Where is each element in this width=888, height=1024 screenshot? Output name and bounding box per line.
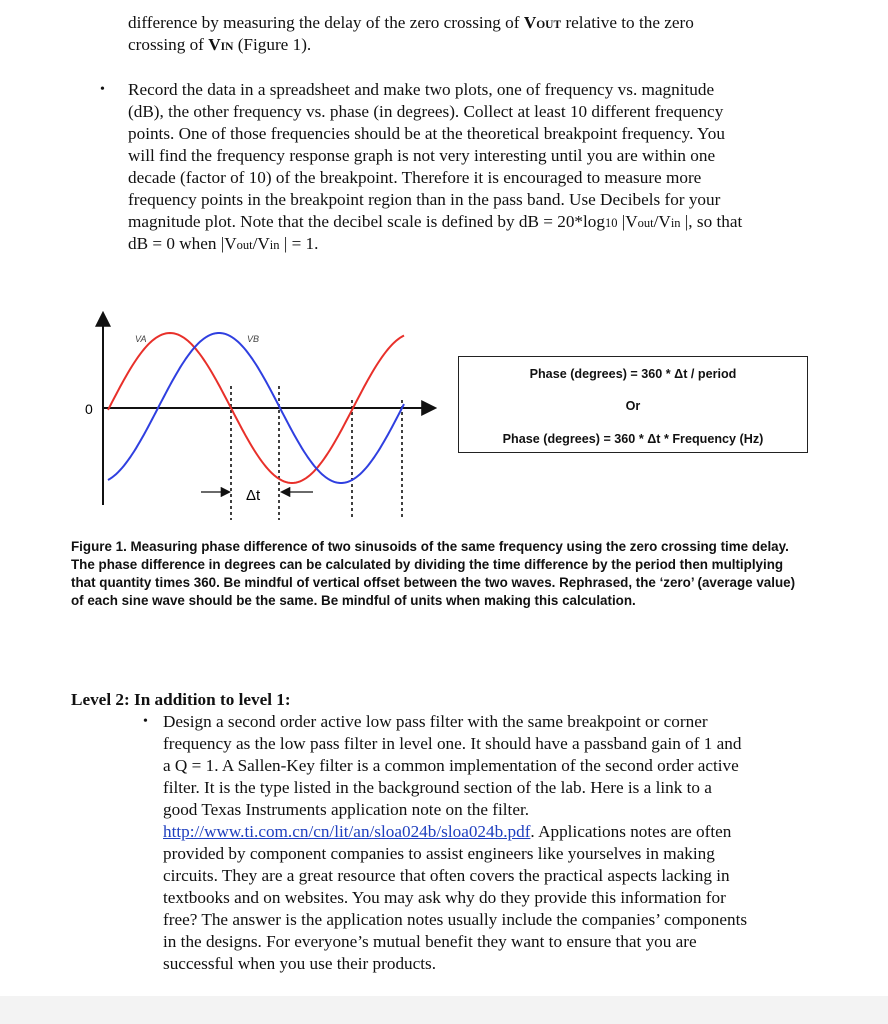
formula-or: Or bbox=[625, 399, 641, 413]
page-bottom-band bbox=[0, 996, 888, 1024]
subscript: in bbox=[670, 216, 681, 230]
text-run: (Figure 1). bbox=[233, 35, 312, 54]
subscript: out bbox=[637, 216, 654, 230]
text-run: |V bbox=[617, 212, 638, 231]
text-run: . Applications notes are often bbox=[530, 822, 732, 841]
formula-line2: Phase (degrees) = 360 * Δt * Frequency (Hz) bbox=[502, 432, 764, 446]
formula-box bbox=[458, 356, 808, 453]
bullet-marker: • bbox=[143, 714, 148, 729]
bullet-marker: • bbox=[100, 82, 105, 97]
text-run: difference by measuring the delay of the zero crossing of bbox=[128, 13, 524, 32]
bullet1-line: decade (factor of 10) of the breakpoint. Therefore it is encouraged to measure more bbox=[128, 168, 702, 187]
bullet1-line: will find the frequency response graph is not very interesting until you are within one bbox=[128, 146, 716, 165]
bullet1-line: frequency points in the breakpoint region than in the pass band. Use Decibels for your bbox=[128, 190, 721, 209]
level2-line: a Q = 1. A Sallen-Key filter is a common implementation of the second order active bbox=[163, 756, 739, 775]
text-run: dB = 0 when |V bbox=[128, 234, 237, 253]
level2-line: frequency as the low pass filter in level one. It should have a passband gain of 1 and bbox=[163, 734, 742, 753]
text-run: crossing of bbox=[128, 35, 209, 54]
vb-label: VB bbox=[247, 334, 260, 344]
vout-sub: OUT bbox=[536, 19, 562, 31]
text-run: |, so that bbox=[680, 212, 743, 231]
bullet1-line: points. One of those frequencies should be at the theoretical breakpoint frequency. You bbox=[128, 124, 725, 143]
bullet1-line: (dB), the other frequency vs. phase (in degrees). Collect at least 10 different frequency bbox=[128, 102, 724, 121]
text-run: magnitude plot. Note that the decibel scale is defined by dB = 20*log bbox=[128, 212, 605, 231]
vin-sub: IN bbox=[220, 41, 234, 53]
delta-t-label: Δt bbox=[246, 487, 261, 504]
vin-main: V bbox=[208, 35, 221, 54]
level2-line: textbooks and on websites. You may ask why do they provide this information for bbox=[163, 888, 726, 907]
level2-line: filter. It is the type listed in the background section of the lab. Here is a link to a bbox=[163, 778, 712, 797]
text-run: /V bbox=[653, 212, 671, 231]
zero-label: 0 bbox=[85, 401, 93, 417]
subscript: 10 bbox=[605, 216, 618, 230]
level2-link-line bbox=[163, 821, 731, 843]
va-label: VA bbox=[135, 334, 147, 344]
level2-line: good Texas Instruments application note on the filter. bbox=[163, 800, 530, 819]
subscript: in bbox=[269, 238, 280, 252]
level2-line: free? The answer is the application notes usually include the companies’ components bbox=[163, 910, 748, 929]
bullet1-line: Record the data in a spreadsheet and make two plots, one of frequency vs. magnitude bbox=[128, 80, 715, 99]
text-run: relative to the zero bbox=[561, 13, 694, 32]
text-run: | = 1. bbox=[279, 234, 319, 253]
vout-main: V bbox=[523, 13, 537, 32]
level2-line: successful when you use their products. bbox=[163, 954, 437, 973]
figure-caption: Figure 1. Measuring phase difference of two sinusoids of the same frequency using the zero crossing time delay. The phase difference in degrees can be calculated by dividing the time difference by the period then multiplying that quantity times 360. Be mindful of vertical offset between the two waves. Rephrased, the ‘zero’ (average value) of each sine wave should be the same. Be mindful of units when making this calculation. bbox=[71, 539, 796, 608]
text-run: /V bbox=[252, 234, 270, 253]
level2-line: provided by component companies to assist engineers like yourselves in making bbox=[163, 844, 715, 863]
level2-line: Design a second order active low pass filter with the same breakpoint or corner bbox=[163, 712, 708, 731]
level2-heading: Level 2: In addition to level 1: bbox=[71, 690, 291, 709]
subscript: out bbox=[236, 238, 253, 252]
level2-line: in the designs. For everyone’s mutual benefit they want to ensure that you are bbox=[163, 932, 697, 951]
ti-app-note-link[interactable]: http://www.ti.com.cn/cn/lit/an/sloa024b/sloa024b.pdf bbox=[163, 822, 531, 841]
formula-line1: Phase (degrees) = 360 * Δt / period bbox=[529, 367, 737, 381]
level2-line: circuits. They are a great resource that often covers the practical aspects lacking in bbox=[163, 866, 730, 885]
